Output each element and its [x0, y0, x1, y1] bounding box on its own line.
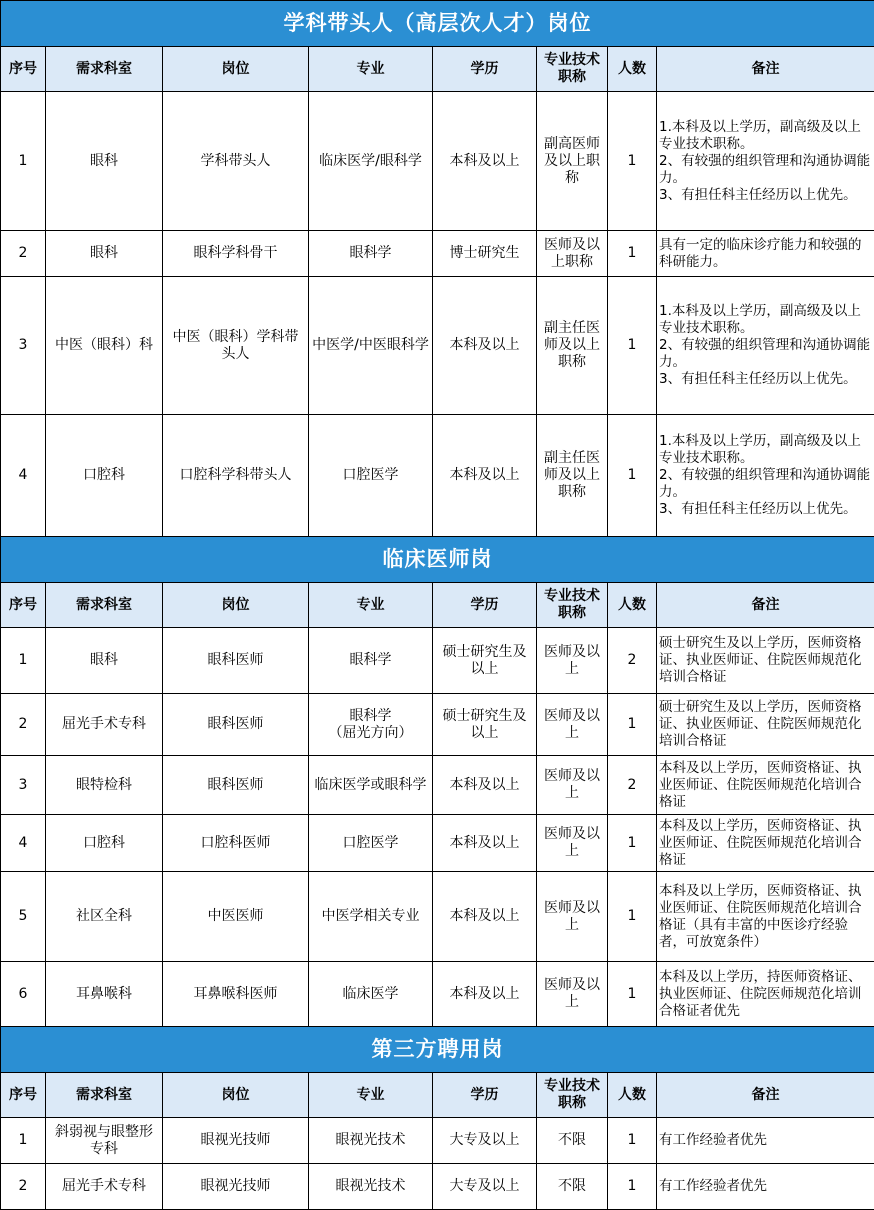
headcount: 1	[608, 872, 657, 962]
header-post: 岗位	[163, 47, 309, 92]
table-row	[1, 231, 874, 277]
major: 临床医学	[309, 962, 433, 1027]
remarks: 有工作经验者优先	[657, 1164, 874, 1210]
header-title: 专业技术职称	[537, 47, 608, 92]
row-number: 5	[1, 872, 46, 962]
post: 眼视光技师	[163, 1118, 309, 1164]
major: 临床医学/眼科学	[309, 92, 433, 231]
table-row	[1, 1118, 874, 1164]
remarks: 硕士研究生及以上学历，医师资格证、执业医师证、住院医师规范化培训合格证	[657, 694, 874, 756]
header-remarks: 备注	[657, 47, 874, 92]
row-number: 6	[1, 962, 46, 1027]
header-no: 序号	[1, 47, 46, 92]
post: 眼科学科骨干	[163, 231, 309, 277]
column-header-row	[1, 1073, 874, 1118]
major: 眼科学	[309, 231, 433, 277]
headcount: 1	[608, 1118, 657, 1164]
department: 眼科	[46, 231, 163, 277]
headcount: 2	[608, 628, 657, 694]
table-row	[1, 694, 874, 756]
post: 口腔科医师	[163, 815, 309, 872]
header-major: 专业	[309, 583, 433, 628]
major: 口腔医学	[309, 415, 433, 537]
major: 中医学相关专业	[309, 872, 433, 962]
professional-title: 副主任医师及以上职称	[537, 415, 608, 537]
header-post: 岗位	[163, 583, 309, 628]
section-title-row	[1, 1, 874, 47]
education: 大专及以上	[433, 1118, 537, 1164]
education: 本科及以上	[433, 92, 537, 231]
row-number: 1	[1, 628, 46, 694]
major: 眼视光技术	[309, 1118, 433, 1164]
post: 眼视光技师	[163, 1164, 309, 1210]
major: 眼科学	[309, 628, 433, 694]
department: 耳鼻喉科	[46, 962, 163, 1027]
headcount: 1	[608, 962, 657, 1027]
professional-title: 不限	[537, 1118, 608, 1164]
department: 屈光手术专科	[46, 1164, 163, 1210]
major: 眼视光技术	[309, 1164, 433, 1210]
column-header-row	[1, 583, 874, 628]
headcount: 1	[608, 694, 657, 756]
header-no: 序号	[1, 1073, 46, 1118]
row-number: 1	[1, 92, 46, 231]
row-number: 2	[1, 1164, 46, 1210]
headcount: 1	[608, 815, 657, 872]
remarks: 本科及以上学历，持医师资格证、执业医师证、住院医师规范化培训合格证者优先	[657, 962, 874, 1027]
table-row	[1, 872, 874, 962]
header-department: 需求科室	[46, 1073, 163, 1118]
header-education: 学历	[433, 47, 537, 92]
department: 眼特检科	[46, 756, 163, 815]
table-row	[1, 1164, 874, 1210]
department: 眼科	[46, 628, 163, 694]
table-row	[1, 277, 874, 415]
header-count: 人数	[608, 47, 657, 92]
headcount: 1	[608, 231, 657, 277]
header-title: 专业技术职称	[537, 583, 608, 628]
headcount: 2	[608, 756, 657, 815]
section-title: 第三方聘用岗	[1, 1027, 874, 1073]
table-row	[1, 962, 874, 1027]
header-department: 需求科室	[46, 47, 163, 92]
department: 口腔科	[46, 415, 163, 537]
header-major: 专业	[309, 47, 433, 92]
department: 口腔科	[46, 815, 163, 872]
header-post: 岗位	[163, 1073, 309, 1118]
header-count: 人数	[608, 1073, 657, 1118]
table-row	[1, 415, 874, 537]
header-education: 学历	[433, 1073, 537, 1118]
row-number: 4	[1, 815, 46, 872]
post: 中医医师	[163, 872, 309, 962]
remarks: 本科及以上学历，医师资格证、执业医师证、住院医师规范化培训合格证	[657, 756, 874, 815]
row-number: 3	[1, 756, 46, 815]
header-no: 序号	[1, 583, 46, 628]
remarks: 1.本科及以上学历，副高级及以上专业技术职称。 2、有较强的组织管理和沟通协调能力。 3、有担任科主任经历以上优先。	[657, 92, 874, 231]
remarks: 硕士研究生及以上学历，医师资格证、执业医师证、住院医师规范化培训合格证	[657, 628, 874, 694]
post: 口腔科学科带头人	[163, 415, 309, 537]
education: 本科及以上	[433, 872, 537, 962]
header-remarks: 备注	[657, 1073, 874, 1118]
professional-title: 医师及以上	[537, 756, 608, 815]
table-row	[1, 628, 874, 694]
post: 中医（眼科）学科带头人	[163, 277, 309, 415]
remarks: 有工作经验者优先	[657, 1118, 874, 1164]
education: 本科及以上	[433, 962, 537, 1027]
education: 本科及以上	[433, 415, 537, 537]
major: 口腔医学	[309, 815, 433, 872]
section-title-row	[1, 537, 874, 583]
professional-title: 医师及以上	[537, 872, 608, 962]
education: 硕士研究生及以上	[433, 694, 537, 756]
post: 眼科医师	[163, 694, 309, 756]
headcount: 1	[608, 277, 657, 415]
header-count: 人数	[608, 583, 657, 628]
education: 硕士研究生及以上	[433, 628, 537, 694]
column-header-row	[1, 47, 874, 92]
education: 本科及以上	[433, 815, 537, 872]
education: 本科及以上	[433, 756, 537, 815]
post: 眼科医师	[163, 628, 309, 694]
professional-title: 医师及以上	[537, 962, 608, 1027]
education: 博士研究生	[433, 231, 537, 277]
remarks: 具有一定的临床诊疗能力和较强的科研能力。	[657, 231, 874, 277]
post: 耳鼻喉科医师	[163, 962, 309, 1027]
remarks: 1.本科及以上学历，副高级及以上专业技术职称。 2、有较强的组织管理和沟通协调能力。 3、有担任科主任经历以上优先。	[657, 277, 874, 415]
department: 屈光手术专科	[46, 694, 163, 756]
remarks: 本科及以上学历，医师资格证、执业医师证、住院医师规范化培训合格证（具有丰富的中医诊疗经验者，可放宽条件）	[657, 872, 874, 962]
major: 中医学/中医眼科学	[309, 277, 433, 415]
table-row	[1, 756, 874, 815]
section-title: 学科带头人（高层次人才）岗位	[1, 1, 874, 47]
department: 社区全科	[46, 872, 163, 962]
table-row	[1, 815, 874, 872]
section-title-row	[1, 1027, 874, 1073]
post: 学科带头人	[163, 92, 309, 231]
remarks: 1.本科及以上学历，副高级及以上专业技术职称。 2、有较强的组织管理和沟通协调能力。 3、有担任科主任经历以上优先。	[657, 415, 874, 537]
header-education: 学历	[433, 583, 537, 628]
row-number: 4	[1, 415, 46, 537]
header-title: 专业技术职称	[537, 1073, 608, 1118]
row-number: 1	[1, 1118, 46, 1164]
professional-title: 医师及以上	[537, 628, 608, 694]
row-number: 2	[1, 694, 46, 756]
professional-title: 副高医师及以上职称	[537, 92, 608, 231]
department: 斜弱视与眼整形专科	[46, 1118, 163, 1164]
major: 眼科学 （屈光方向）	[309, 694, 433, 756]
department: 眼科	[46, 92, 163, 231]
section-title: 临床医师岗	[1, 537, 874, 583]
table-row	[1, 92, 874, 231]
row-number: 3	[1, 277, 46, 415]
header-department: 需求科室	[46, 583, 163, 628]
professional-title: 医师及以上	[537, 815, 608, 872]
education: 本科及以上	[433, 277, 537, 415]
remarks: 本科及以上学历，医师资格证、执业医师证、住院医师规范化培训合格证	[657, 815, 874, 872]
major: 临床医学或眼科学	[309, 756, 433, 815]
header-remarks: 备注	[657, 583, 874, 628]
post: 眼科医师	[163, 756, 309, 815]
professional-title: 副主任医师及以上职称	[537, 277, 608, 415]
professional-title: 医师及以上	[537, 694, 608, 756]
header-major: 专业	[309, 1073, 433, 1118]
row-number: 2	[1, 231, 46, 277]
education: 大专及以上	[433, 1164, 537, 1210]
professional-title: 不限	[537, 1164, 608, 1210]
professional-title: 医师及以上职称	[537, 231, 608, 277]
headcount: 1	[608, 92, 657, 231]
headcount: 1	[608, 415, 657, 537]
headcount: 1	[608, 1164, 657, 1210]
department: 中医（眼科）科	[46, 277, 163, 415]
